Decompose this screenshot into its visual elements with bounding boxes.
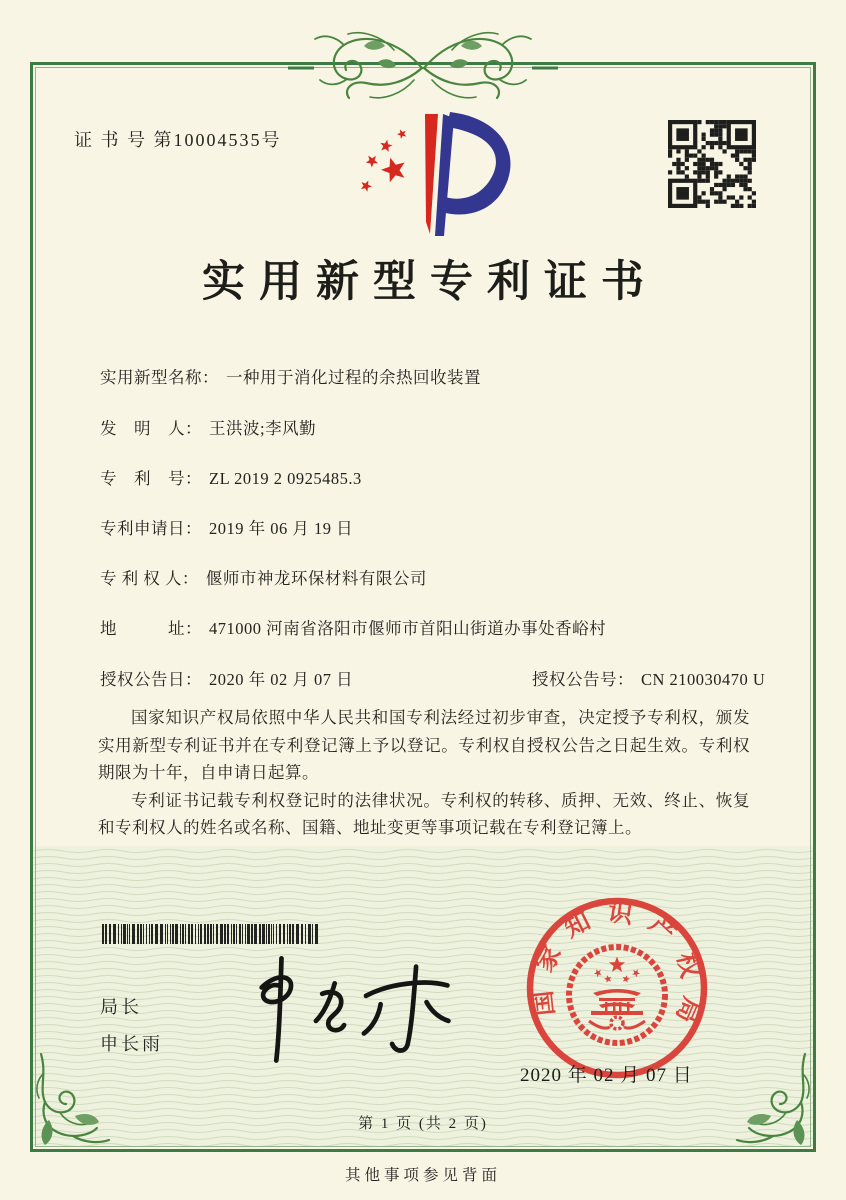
seal-circular-text: 国家知识产权局 (528, 898, 707, 1041)
back-side-note: 其他事项参见背面 (344, 1167, 501, 1184)
field-label: 实用新型名称： (100, 368, 219, 387)
barcode (102, 924, 324, 949)
field-row-utility-name (100, 364, 481, 388)
legal-text-block (98, 704, 750, 842)
field-label: 专 利 号： (100, 469, 202, 488)
national-emblem (569, 947, 665, 1043)
director-title: 局长 (100, 997, 142, 1017)
field-value: 王洪波;李风勤 (209, 419, 317, 438)
certificate-title: 实用新型专利证书 (202, 259, 658, 306)
director-signature-icon (222, 952, 462, 1075)
cnipa-patent-logo-icon (330, 104, 530, 249)
field-value: 偃师市神龙环保材料有限公司 (205, 569, 427, 588)
bottom-left-corner-flourish (31, 1052, 127, 1153)
field-row-address (100, 615, 606, 639)
field-value: 一种用于消化过程的余热回收装置 (226, 368, 481, 387)
top-center-flourish-ornament (288, 22, 558, 113)
field-row-filing-date (100, 515, 353, 539)
grant-number-value: CN 210030470 U (641, 670, 766, 689)
seal-date: 2020 年 02 月 07 日 (520, 1065, 693, 1086)
field-row-patentee (100, 565, 427, 589)
bottom-right-corner-flourish (719, 1052, 815, 1153)
page-number: 第 1 页 (共 2 页) (358, 1116, 488, 1132)
field-label: 专 利 权 人： (100, 569, 199, 588)
qr-code (668, 120, 756, 213)
svg-text:国家知识产权局 (527, 898, 707, 1041)
field-value: ZL 2019 2 0925485.3 (209, 469, 362, 488)
certificate-number: 证 书 号 第10004535号 (74, 130, 282, 150)
field-row-grant (100, 666, 766, 690)
field-row-patent-number (100, 465, 362, 489)
grant-date-value: 2020 年 02 月 07 日 (209, 670, 354, 689)
field-label: 发 明 人： (100, 419, 202, 438)
grant-number-label: 授权公告号： (532, 670, 634, 689)
director-name: 申长雨 (100, 1034, 163, 1054)
field-value: 2019 年 06 月 19 日 (209, 519, 354, 538)
legal-paragraph-2: 专利证书记载专利权登记时的法律状况。专利权的转移、质押、无效、终止、恢复和专利权人的姓名或名称、国籍、地址变更等事项记载在专利登记簿上。 (98, 790, 750, 837)
field-label: 地 址： (100, 619, 202, 638)
legal-paragraph-1: 国家知识产权局依照中华人民共和国专利法经过初步审查，决定授予专利权，颁发实用新型专利证书并在专利登记簿上予以登记。专利权自授权公告之日起生效。专利权期限为十年，自申请日起算。 (98, 708, 750, 782)
field-row-inventor (100, 415, 316, 439)
grant-date-label: 授权公告日： (100, 670, 202, 689)
field-label: 专利申请日： (100, 519, 202, 538)
field-value: 471000 河南省洛阳市偃师市首阳山街道办事处香峪村 (209, 619, 607, 638)
